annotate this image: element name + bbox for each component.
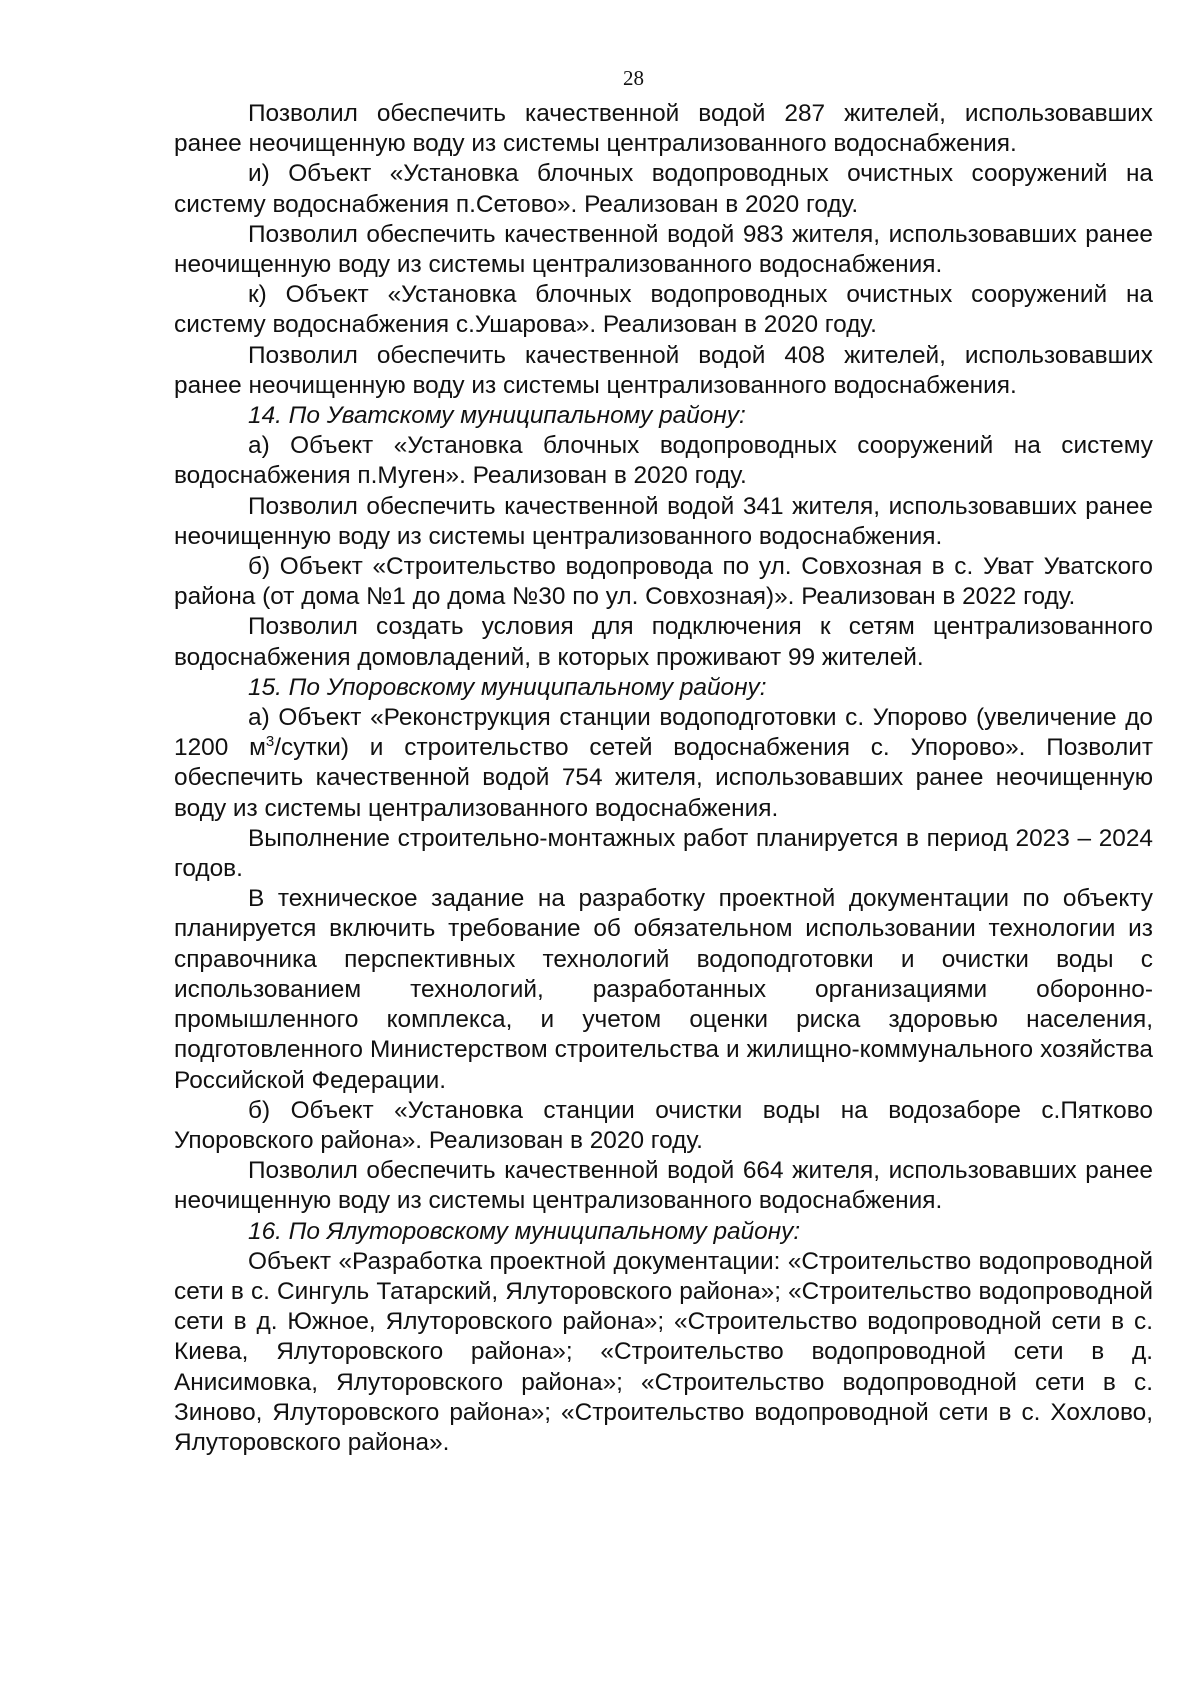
page-number: 28 [623, 66, 644, 90]
paragraph-item-a-mugen: а) Объект «Установка блочных водопроводных сооружений на систему водоснабжения п.Муген». Реализован в 2020 году. [174, 432, 1153, 490]
paragraph-item-b-pyatkovo: б) Объект «Установка станции очистки воды на водозаборе с.Пятково Упоровского района». Реализован в 2020 году. [174, 1096, 1153, 1154]
paragraph-result-664: Позволил обеспечить качественной водой 664 жителя, использовавших ранее неочищенную воду из системы централизованного водоснабжения. [174, 1157, 1153, 1215]
section-heading-uporovo: 15. По Упоровскому муниципальному району: [248, 673, 767, 701]
superscript-cubic: 3 [265, 733, 275, 751]
document-body [174, 99, 1153, 1458]
paragraph-result-341: Позволил обеспечить качественной водой 341 жителя, использовавших ранее неочищенную воду из системы централизованного водоснабжения. [174, 492, 1153, 550]
paragraph-item-b-uvat: б) Объект «Строительство водопровода по ул. Совхозная в с. Уват Уватского района (от дома №1 до дома №30 по ул. Совхозная)». Реализован в 2022 году. [174, 553, 1153, 611]
paragraph-result-408: Позволил обеспечить качественной водой 408 жителей, использовавших ранее неочищенную воду из системы централизованного водоснабжения. [174, 341, 1153, 399]
paragraph-item-yalutorovsk: Объект «Разработка проектной документации: «Строительство водопроводной сети в с. Сингуль Татарский, Ялуторовского района»; «Строительство водопроводной сети в д. Южное, Ялуторовского района»; «Строительство водопроводной сети в с. Киева, Ялуторовского района»; «Строительство водопроводной сети в д. Анисимовка, Ялуторовского района»; «Строительство водопроводной сети в с. Зиново, Ялуторовского района»; «Строительство водопроводной сети в с. Хохлово, Ялуторовского района». [174, 1247, 1153, 1456]
paragraph-technical-assignment: В техническое задание на разработку проектной документации по объекту планируется включить требование об обязательном использовании технологии из справочника перспективных технологий водоподготовки и очистки воды с использованием технологий, разработанных организациями оборонно-промышленного комплекса, и учетом оценки риска здоровью населения, подготовленного Министерством строительства и жилищно-коммунального хозяйства Российской Федерации. [174, 885, 1153, 1094]
paragraph-result-287: Позволил обеспечить качественной водой 287 жителей, использовавших ранее неочищенную воду из системы централизованного водоснабжения. [174, 100, 1153, 158]
paragraph-item-a-uporovo-text: а) Объект «Реконструкция станции водоподготовки с. Упорово (увеличение до 1200 м [174, 704, 1153, 762]
paragraph-item-k-usharova: к) Объект «Установка блочных водопроводных очистных сооружений на систему водоснабжения с.Ушарова». Реализован в 2020 году. [174, 281, 1153, 339]
paragraph-result-99: Позволил создать условия для подключения к сетям централизованного водоснабжения домовладений, в которых проживают 99 жителей. [174, 613, 1153, 671]
paragraph-works-schedule: Выполнение строительно-монтажных работ планируется в период 2023 – 2024 годов. [174, 824, 1153, 883]
paragraph-item-a-uporovo-text-end: /сутки) и строительство сетей водоснабжения с. Упорово». Позволит обеспечить качественной водой 754 жителя, использовавших ранее неочищенную воду из системы централизованного водоснабжения. [174, 734, 1154, 822]
paragraph-result-983: Позволил обеспечить качественной водой 983 жителя, использовавших ранее неочищенную воду из системы централизованного водоснабжения. [174, 220, 1153, 279]
paragraph-item-a-uporovo [174, 703, 1153, 824]
paragraph-item-i-setovo: и) Объект «Установка блочных водопроводных очистных сооружений на систему водоснабжения п.Сетово». Реализован в 2020 году. [174, 160, 1153, 218]
section-heading-yalutorovsk: 16. По Ялуторовскому муниципальному району: [248, 1217, 801, 1245]
section-heading-uvat: 14. По Уватскому муниципальному району: [248, 402, 746, 430]
